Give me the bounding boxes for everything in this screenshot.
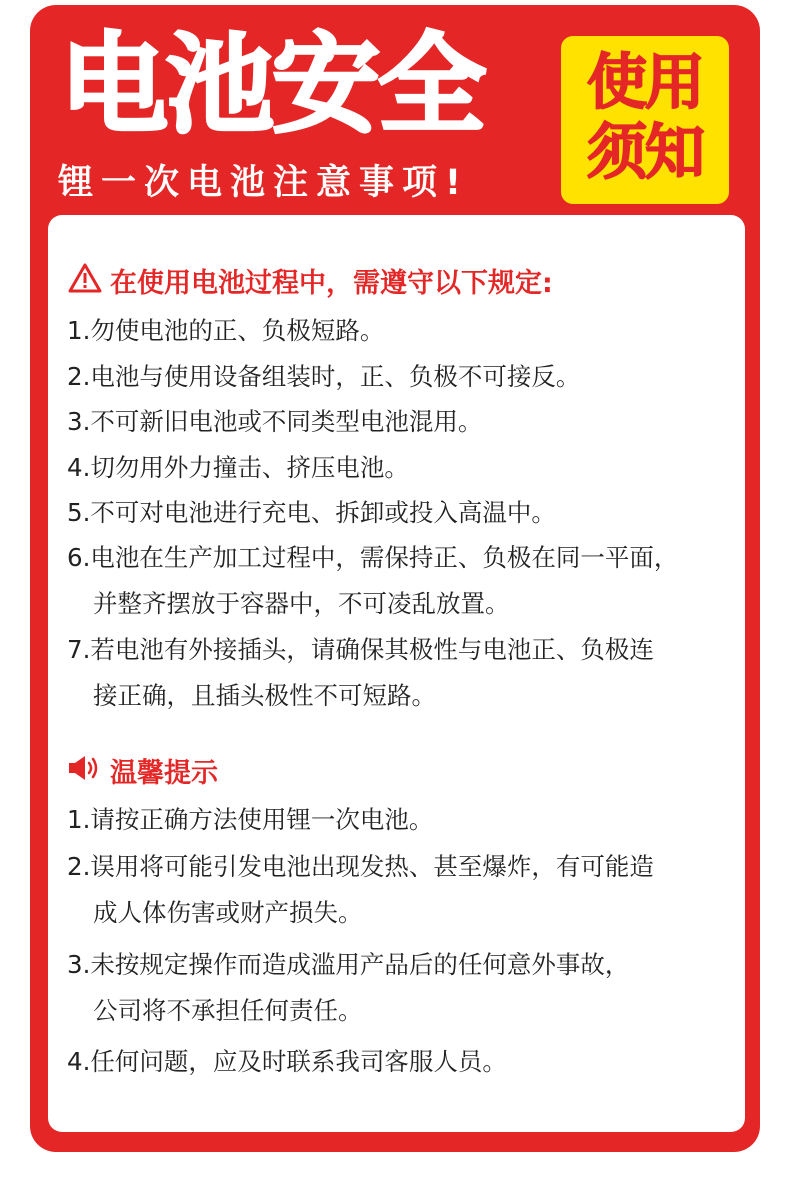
tip-item: 4.任何问题，应及时联系我司客服人员。 xyxy=(67,1047,507,1076)
content-panel xyxy=(48,215,745,1132)
rules-section-heading xyxy=(68,260,553,300)
rules-heading-text: 在使用电池过程中，需遵守以下规定: xyxy=(110,267,553,299)
rule-item: 5.不可对电池进行充电、拆卸或投入高温中。 xyxy=(67,498,556,527)
subtitle: 锂一次电池注意事项! xyxy=(58,163,469,203)
tips-heading-text: 温馨提示 xyxy=(110,757,218,789)
tip-item: 3.未按规定操作而造成滥用产品后的任何意外事故， 公司将不承担任何责任。 xyxy=(67,950,630,1025)
rule-item: 4.切勿用外力撞击、挤压电池。 xyxy=(67,453,409,482)
rule-item: 1.勿使电池的正、负极短路。 xyxy=(67,316,385,345)
rule-item: 3.不可新旧电池或不同类型电池混用。 xyxy=(67,407,483,436)
rule-item: 7.若电池有外接插头，请确保其极性与电池正、负极连 接正确，且插头极性不可短路。 xyxy=(67,635,654,710)
tips-section-heading xyxy=(68,750,218,790)
badge-line-1: 使用 xyxy=(587,48,703,118)
tip-item: 1.请按正确方法使用锂一次电池。 xyxy=(67,805,434,834)
speaker-icon xyxy=(68,754,102,786)
tip-item: 2.误用将可能引发电池出现发热、甚至爆炸，有可能造 成人体伤害或财产损失。 xyxy=(67,852,654,927)
main-title: 电池安全 xyxy=(60,23,485,148)
warning-triangle-icon xyxy=(68,263,102,297)
rule-item: 2.电池与使用设备组装时，正、负极不可接反。 xyxy=(67,362,581,391)
usage-notice-badge xyxy=(561,36,729,204)
badge-line-2: 须知 xyxy=(587,118,703,188)
rule-item: 6.电池在生产加工过程中，需保持正、负极在同一平面， 并整齐摆放于容器中，不可凌乱放置。 xyxy=(67,543,679,618)
